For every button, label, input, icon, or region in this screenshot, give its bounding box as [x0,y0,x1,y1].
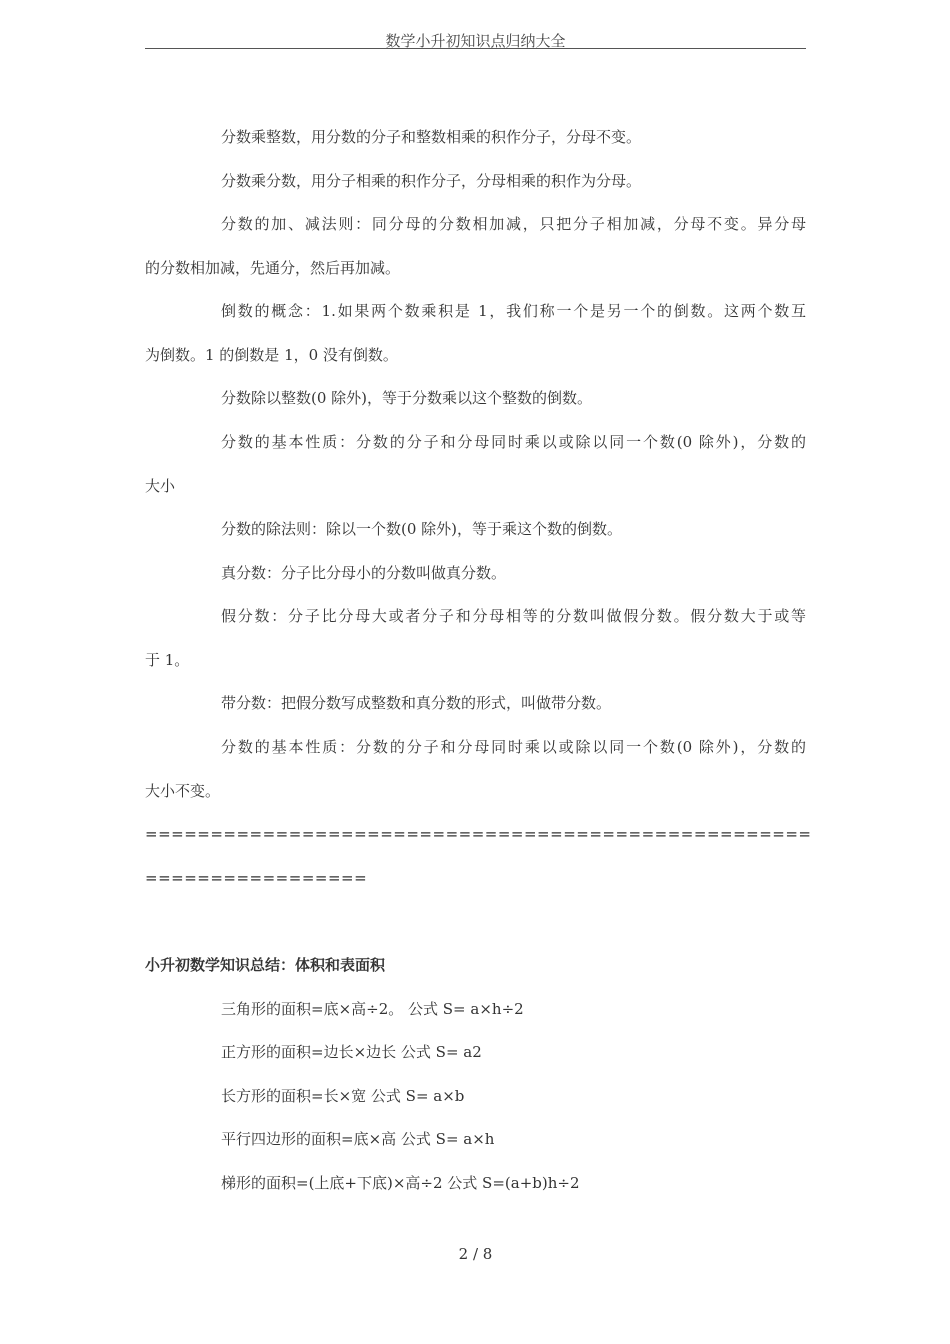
formula-rectangle-area: 长方形的面积=长×宽 公式 S= a×b [221,1087,465,1105]
paragraph-fraction-divide-integer: 分数除以整数(0 除外)，等于分数乘以这个整数的倒数。 [221,389,593,407]
paragraph-reciprocal-concept: 倒数的概念：1.如果两个数乘积是 1，我们称一个是另一个的倒数。这两个数互 [221,302,806,320]
paragraph-basic-property-2-cont: 大小不变。 [145,782,221,800]
separator-line-cont: ================= [145,869,368,887]
paragraph-basic-property: 分数的基本性质：分数的分子和分母同时乘以或除以同一个数(0 除外)，分数的 [221,433,806,451]
paragraph-fraction-times-fraction: 分数乘分数，用分子相乘的积作分子，分母相乘的积作为分母。 [221,172,642,190]
formula-trapezoid-area: 梯形的面积=(上底+下底)×高÷2 公式 S=(a+b)h÷2 [221,1174,580,1192]
header-divider [145,48,806,49]
paragraph-basic-property-2: 分数的基本性质：分数的分子和分母同时乘以或除以同一个数(0 除外)，分数的 [221,738,806,756]
paragraph-fraction-times-integer: 分数乘整数，用分数的分子和整数相乘的积作分子，分母不变。 [221,128,642,146]
paragraph-proper-fraction: 真分数：分子比分母小的分数叫做真分数。 [221,564,507,582]
separator-line: =================================================== [145,825,812,843]
paragraph-basic-property-cont: 大小 [145,477,176,495]
paragraph-division-rule: 分数的除法则：除以一个数(0 除外)，等于乘这个数的倒数。 [221,520,623,538]
formula-square-area: 正方形的面积=边长×边长 公式 S= a2 [221,1043,482,1061]
paragraph-add-subtract-rule: 分数的加、减法则：同分母的分数相加减，只把分子相加减，分母不变。异分母 [221,215,806,233]
page-header-title: 数学小升初知识点归纳大全 [385,32,566,50]
paragraph-improper-fraction: 假分数：分子比分母大或者分子和分母相等的分数叫做假分数。假分数大于或等 [221,607,806,625]
paragraph-reciprocal-concept-cont: 为倒数。1 的倒数是 1，0 没有倒数。 [145,346,398,364]
paragraph-improper-fraction-cont: 于 1。 [145,651,190,669]
paragraph-mixed-number: 带分数：把假分数写成整数和真分数的形式，叫做带分数。 [221,694,612,712]
formula-parallelogram-area: 平行四边形的面积=底×高 公式 S= a×h [221,1130,495,1148]
formula-triangle-area: 三角形的面积=底×高÷2。 公式 S= a×h÷2 [221,1000,524,1018]
page-number: 2 / 8 [458,1245,493,1263]
section-heading: 小升初数学知识总结：体积和表面积 [145,956,386,974]
paragraph-add-subtract-rule-cont: 的分数相加减，先通分，然后再加减。 [145,259,401,277]
